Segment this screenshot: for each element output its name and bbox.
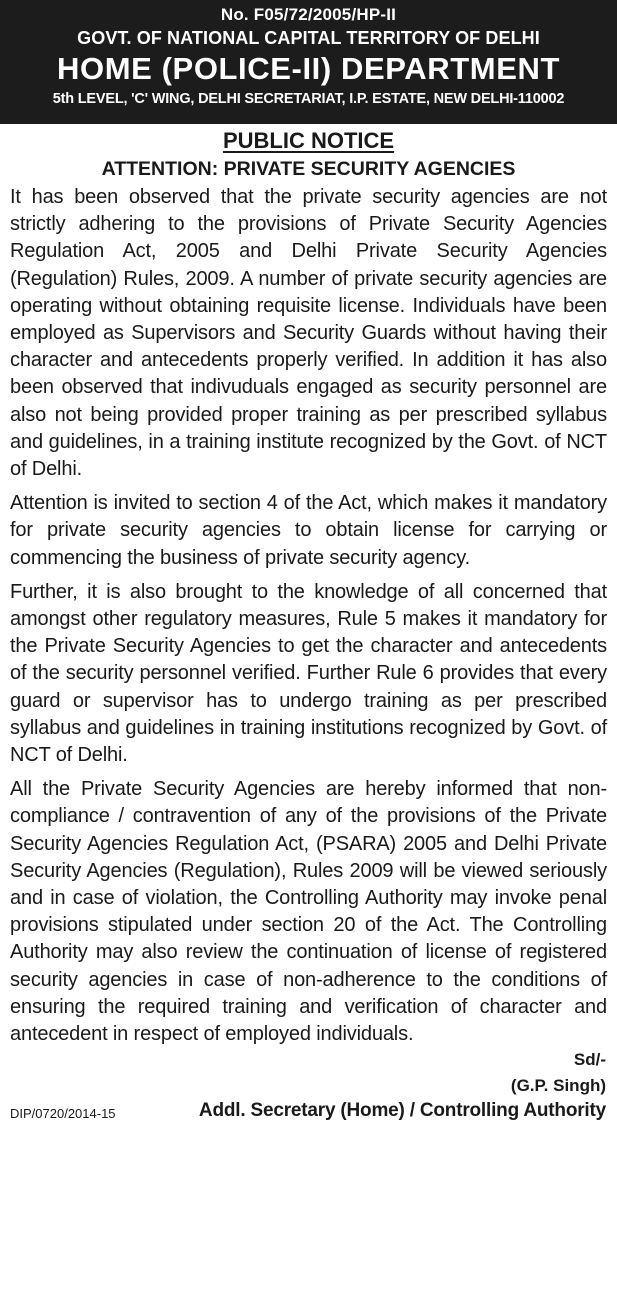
paragraph-compliance: All the Private Security Agencies are hereby informed that non-compliance / contravention of any of the provisions of the Private Security Agencies Regulation Act, (PSARA) 2005 and Delhi Private Security Agencies (Regulation), Rules 2009 will be viewed seriously and in case of violation, the Controlling Authority may invoke penal provisions stipulated under section 20 of the Act. The Controlling Authority may also review the continuation of license of registered security agencies in case of non-adherence to the conditions of ensuring the required training and verification of character and antecedent in respect of employed individuals. [10, 778, 607, 1046]
notice-title: PUBLIC NOTICE [222, 128, 395, 153]
file-number: No. F05/72/2005/HP-II [220, 5, 397, 24]
paragraph-rules: Further, it is also brought to the knowledge of all concerned that amongst other regulatory measures, Rule 5 makes it mandatory for the Private Security Agencies to get the character and antecedents of the security personnel verified. Further Rule 6 provides that every guard or supervisor has to undergo training as per prescribed syllabus and guidelines in training institutions recognized by Govt. of NCT of Delhi. [10, 580, 607, 767]
signatory-name: (G.P. Singh) [510, 1076, 606, 1096]
department-name: HOME (POLICE-II) DEPARTMENT [57, 51, 560, 86]
signature-sd: Sd/- [573, 1050, 606, 1070]
dip-code: DIP/0720/2014-15 [10, 1106, 116, 1122]
notice-title-row [0, 127, 617, 155]
department-address: 5th LEVEL, 'C' WING, DELHI SECRETARIAT, I.P. ESTATE, NEW DELHI-110002 [52, 91, 565, 107]
government-name: GOVT. OF NATIONAL CAPITAL TERRITORY OF DELHI [77, 28, 540, 48]
attention-heading: ATTENTION: PRIVATE SECURITY AGENCIES [101, 158, 516, 180]
signature-block [0, 1048, 617, 1124]
paragraph-section-4: Attention is invited to section 4 of the Act, which makes it mandatory for private security agencies to obtain license for carrying or commencing the business of private security agency. [10, 492, 607, 569]
signatory-designation: Addl. Secretary (Home) / Controlling Authority [198, 1100, 606, 1122]
paragraph-observation: It has been observed that the private security agencies are not strictly adhering to the provisions of Private Security Agencies Regulation Act, 2005 and Delhi Private Security Agencies (Regulation) Rules, 2009. A number of private security agencies are operating without obtaining requisite license. Individuals have been employed as Supervisors and Security Guards without having their character and antecedents properly verified. In addition it has also been observed that indivuduals engaged as security personnel are also not being provided proper training as per prescribed syllabus and guidelines, in a training institute recognized by the Govt. of NCT of Delhi. [10, 186, 607, 481]
notice-body [0, 184, 617, 1048]
notice-header [0, 0, 617, 124]
